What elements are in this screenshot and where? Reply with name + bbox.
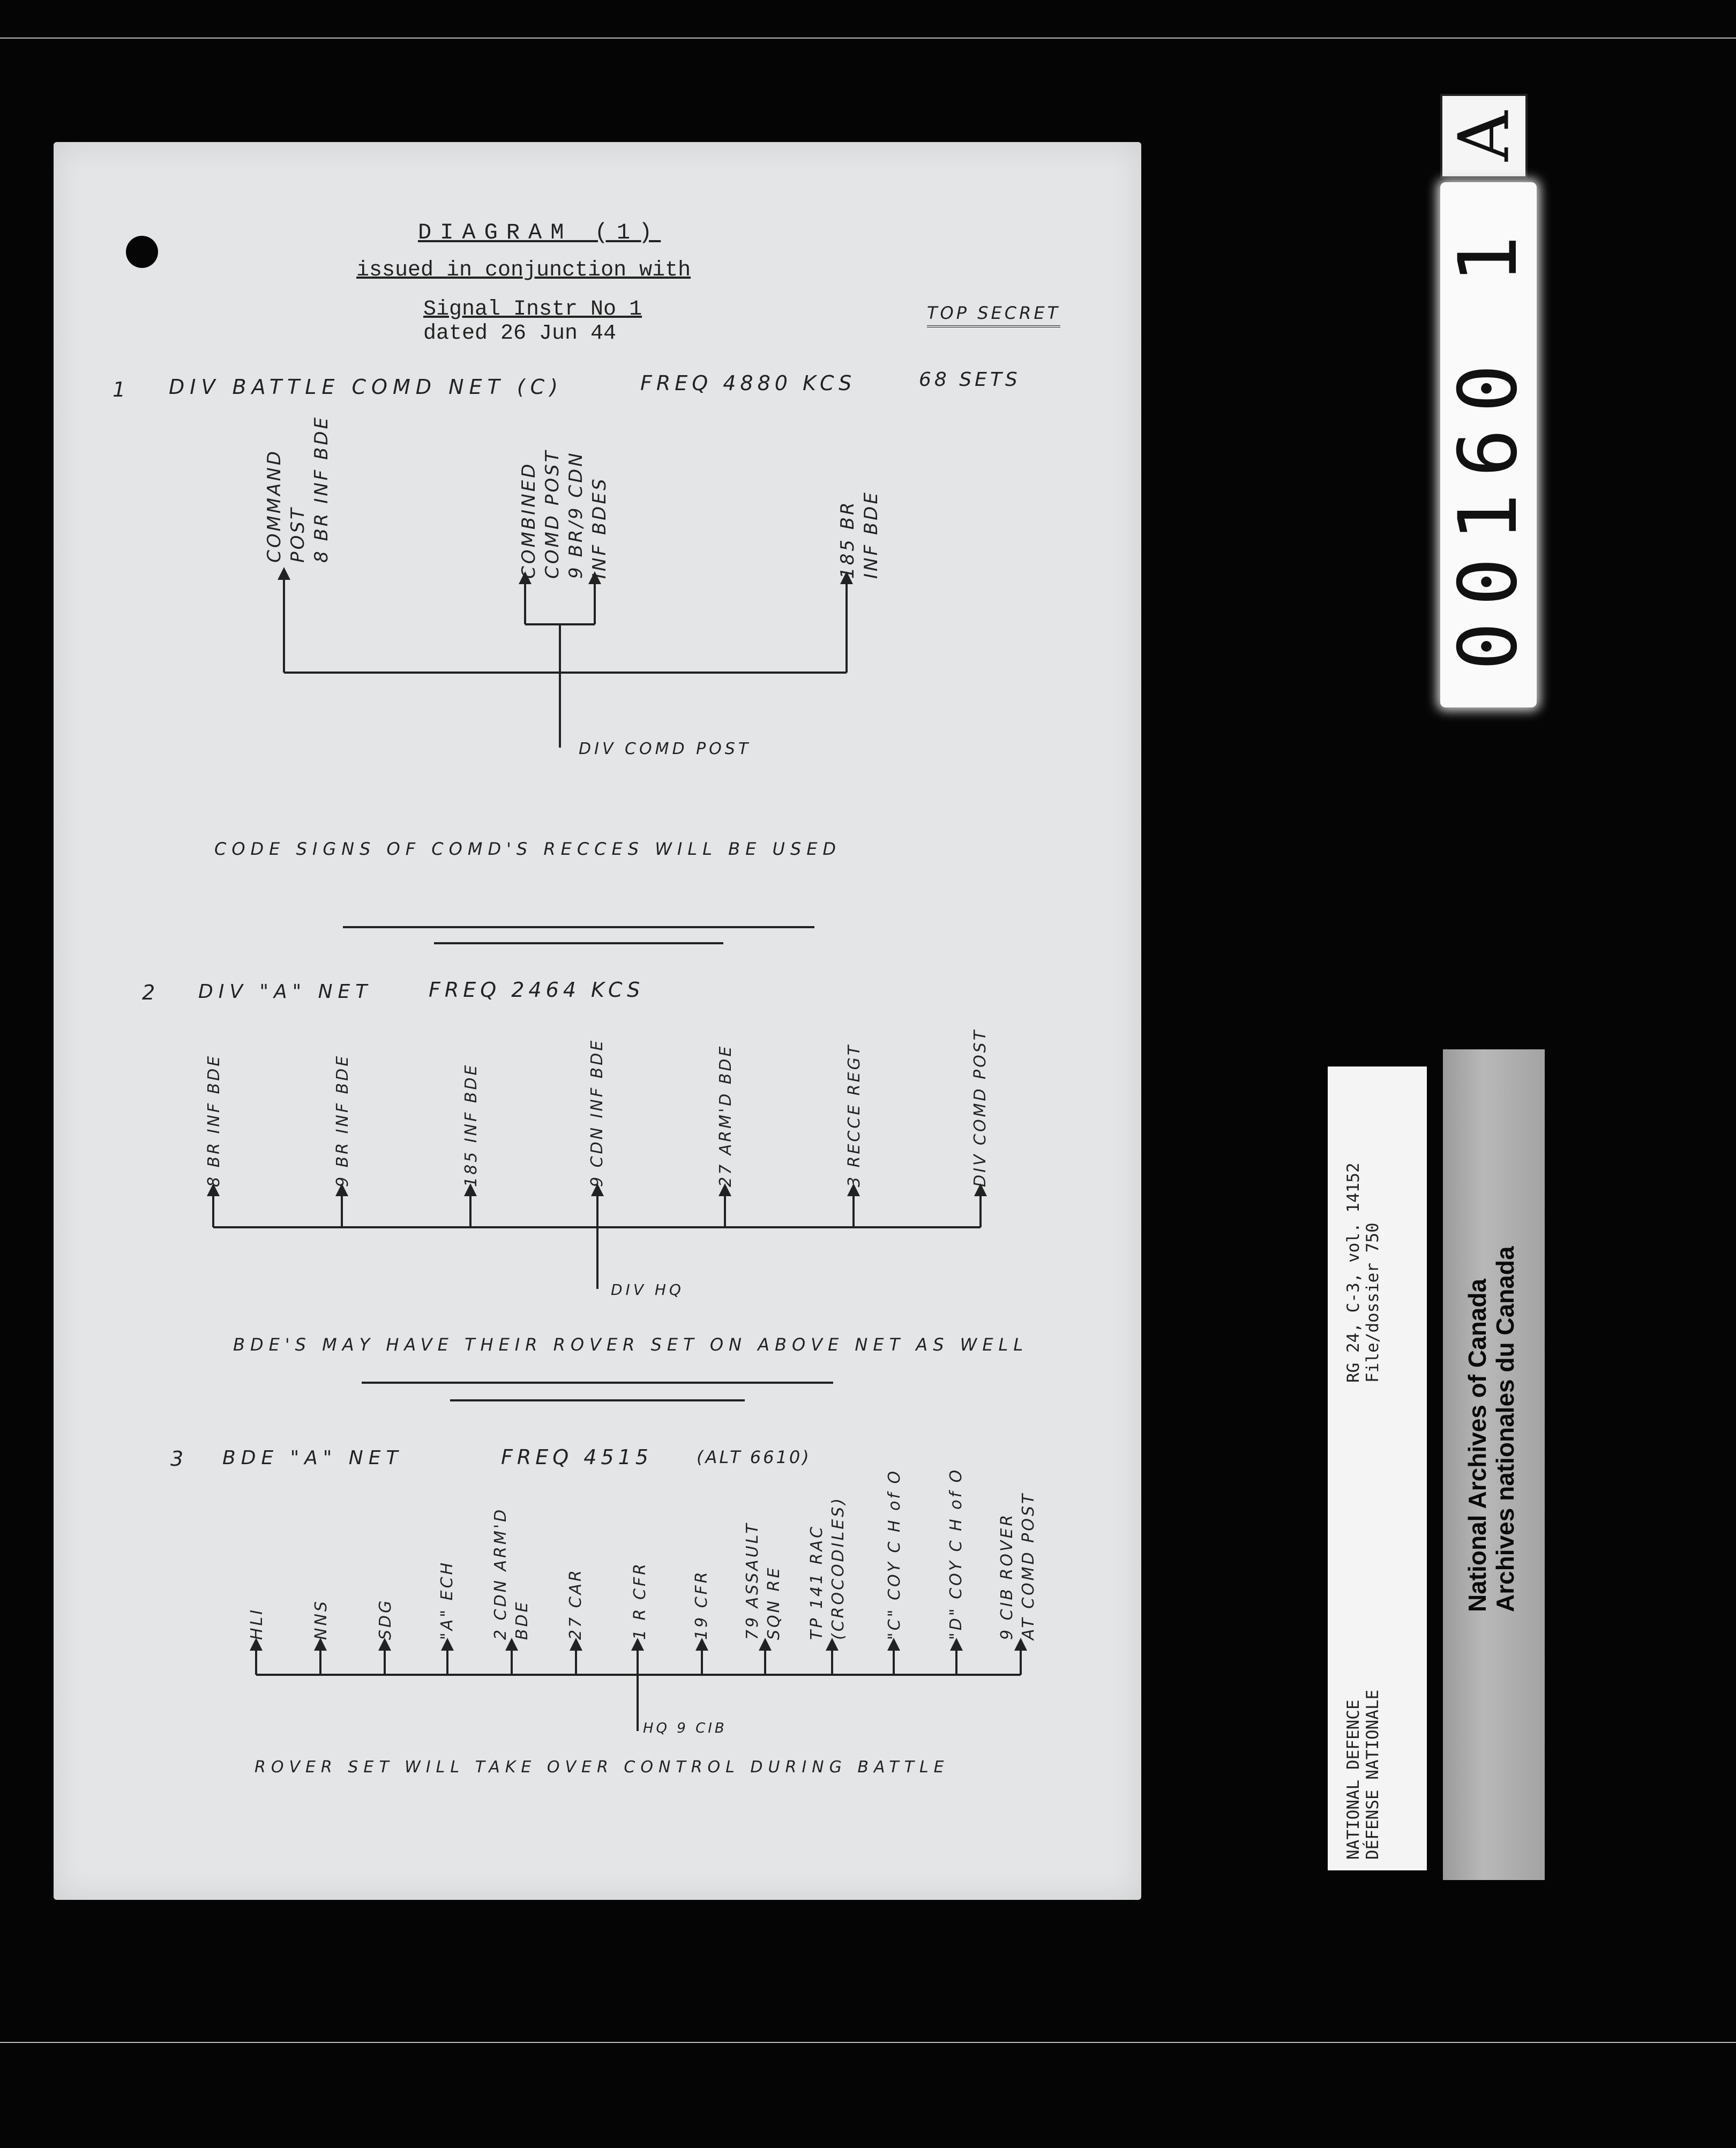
net2-station-1: 8 BR INF BDE: [205, 1054, 223, 1187]
net3-station-12: "D" COY C H of O: [947, 1467, 966, 1640]
net3-station-8: 19 CFR: [692, 1570, 711, 1640]
net3-alternate-frequency: (ALT 6610): [697, 1447, 811, 1467]
frame-letter-box: [1440, 94, 1528, 178]
net3-station-4: "A" ECH: [438, 1560, 457, 1640]
frame-counter: [1440, 182, 1537, 707]
archive-label: [1443, 1049, 1545, 1880]
catalog-card: [1328, 1066, 1427, 1870]
archive-name: National Archives of Canada Archives nationales du Canada: [1463, 1246, 1519, 1612]
net2-station-6: 3 RECCE REGT: [845, 1043, 864, 1187]
net3-station-3: SDG: [376, 1598, 395, 1640]
net1-station-3: 185 BR INF BDE: [837, 490, 882, 579]
net1-note: CODE SIGNS OF COMD'S RECCES WILL BE USED: [214, 839, 842, 859]
net3-note: ROVER SET WILL TAKE OVER CONTROL DURING BATTLE: [255, 1758, 949, 1777]
net1-control-station: DIV COMD POST: [579, 740, 752, 758]
net3-name: BDE "A" NET: [222, 1447, 403, 1469]
net2-station-7: DIV COMD POST: [971, 1028, 990, 1187]
net1-name: DIV BATTLE COMD NET (C): [169, 375, 564, 399]
net2-note: BDE'S MAY HAVE THEIR ROVER SET ON ABOVE NET AS WELL: [233, 1334, 1029, 1355]
net2-station-4: 9 CDN INF BDE: [588, 1038, 607, 1187]
net3-station-10: TP 141 RAC (CROCODILES): [807, 1496, 848, 1640]
header-line-3: Signal Instr No 1: [423, 297, 642, 322]
net3-frequency: FREQ 4515: [501, 1445, 653, 1469]
net2-station-5: 27 ARM'D BDE: [716, 1044, 735, 1187]
net1-station-1: COMMAND POST 8 BR INF BDE: [264, 415, 332, 563]
header-line-4: dated 26 Jun 44: [423, 322, 617, 346]
net3-control-station: HQ 9 CIB: [643, 1720, 727, 1736]
net2-station-3: 185 INF BDE: [462, 1063, 481, 1187]
net3-station-6: 27 CAR: [566, 1568, 585, 1640]
net1-frequency: FREQ 4880 KCS: [640, 371, 856, 395]
net1-sets: 68 SETS: [919, 369, 1021, 391]
catalog-department: NATIONAL DEFENCE DÉFENSE NATIONALE: [1344, 1689, 1382, 1860]
net3-station-13: 9 CIB ROVER AT COMD POST: [998, 1491, 1038, 1640]
classification-label: TOP SECRET: [927, 303, 1060, 327]
net2-station-2: 9 BR INF BDE: [333, 1054, 352, 1187]
frame-letter: A: [1443, 111, 1525, 161]
header-line-2: issued in conjunction with: [356, 258, 691, 282]
net3-station-9: 79 ASSAULT SQN RE: [743, 1521, 783, 1640]
net2-number: 2: [142, 981, 161, 1004]
frame-number: 00160 1: [1442, 219, 1535, 671]
net3-station-11: "C" COY C H of O: [885, 1468, 904, 1640]
net3-station-1: HLI: [248, 1607, 266, 1640]
page-title: DIAGRAM (1): [418, 220, 661, 245]
net3-number: 3: [170, 1447, 189, 1471]
net2-control-station: DIV HQ: [611, 1281, 684, 1299]
net2-frequency: FREQ 2464 KCS: [429, 978, 645, 1002]
net1-number: 1: [113, 378, 131, 401]
net2-name: DIV "A" NET: [198, 981, 373, 1003]
catalog-reference: RG 24, C-3, vol. 14152 File/dossier 750: [1344, 1162, 1382, 1383]
net3-station-7: 1 R CFR: [631, 1561, 649, 1640]
net3-station-2: NNS: [312, 1599, 331, 1640]
net1-station-2: COMBINED COMD POST 9 BR/9 CDN INF BDES: [518, 449, 610, 579]
net3-station-5: 2 CDN ARM'D BDE: [491, 1507, 532, 1640]
